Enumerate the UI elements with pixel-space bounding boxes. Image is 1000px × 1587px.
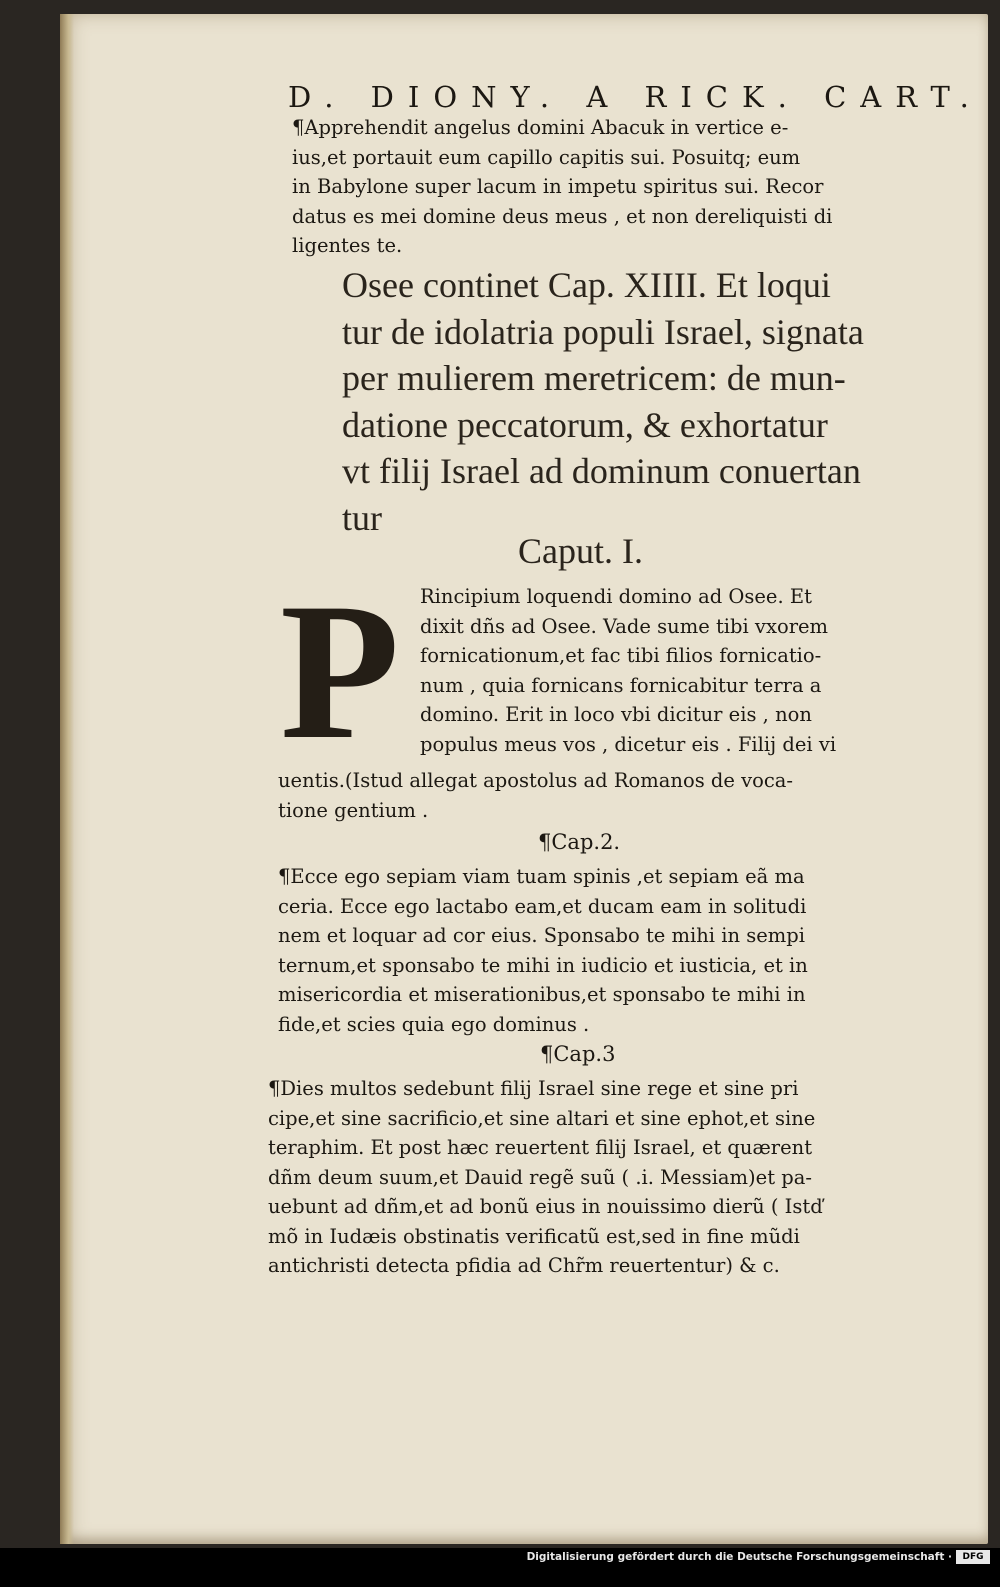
chapter-one-text-inset: Rincipium loquendi domino ad Osee. Et dixit dñs ad Osee. Vade sume tibi vxorem fornicationum,et fac tibi filios fornicatio- num , quia fornicans fornicabitur terra a domino. Erit in loco vbi dicitur eis , non populus meus vos , dicetur eis . Filij dei vi <box>420 585 837 756</box>
chapter-title: Caput. I. <box>518 531 643 571</box>
funding-credit: Digitalisierung gefördert durch die Deutsche Forschungsgemeinschaft · <box>526 1551 952 1563</box>
dfg-logo[interactable]: DFG <box>956 1550 990 1564</box>
chapter-three-text: ¶Dies multos sedebunt filij Israel sine rege et sine pri cipe,et sine sacrificio,et sine altari et sine ephot,et sine teraphim. Et post hæc reuertent filij Israel, et quærent dñm deum suum,et Dauid regẽ suũ ( .i. Messiam)et pa- uebunt ad dñm,et ad bonũ eius in nouissimo dierũ ( Istď mõ in Iudæis obstinatis verificatũ est,sed in fine mũdi antichristi detecta pfidia ad Chr̃m reuertentur) & c. <box>268 1077 823 1277</box>
drop-cap-initial: P <box>280 563 400 780</box>
chapter-one-text-continued: uentis.(Istud allegat apostolus ad Romanos de voca- tione gentium . <box>278 769 794 822</box>
paragraph-abacuk: ¶Apprehendit angelus domini Abacuk in vertice e- ius,et portauit eum capillo capitis sui. Posuitq; eum in Babylone super lacum in impetu spiritus sui. Recor datus es mei domine deus meus , et non dereliquisti di ligentes te. <box>292 116 833 257</box>
page-binding-edge <box>60 14 74 1544</box>
chapter-two-heading: ¶Cap.2. <box>538 830 621 854</box>
book-summary: Osee continet Cap. XIIII. Et loqui tur de idolatria populi Israel, signata per mulierem meretricem: de mun- datione peccatorum, & exhortatur vt filij Israel ad dominum conuertan tur <box>342 265 864 538</box>
running-header: D. DIONY. A RICK. CART. <box>288 80 983 114</box>
chapter-three-heading: ¶Cap.3 <box>540 1042 616 1066</box>
chapter-two-text: ¶Ecce ego sepiam viam tuam spinis ,et sepiam eã ma ceria. Ecce ego lactabo eam,et ducam eam in solitudi nem et loquar ad cor eius. Sponsabo te mihi in sempi ternum,et sponsabo te mihi in iudicio et iusticia, et in misericordia et miserationibus,et sponsabo te mihi in fide,et scies quia ego dominus . <box>278 865 808 1036</box>
